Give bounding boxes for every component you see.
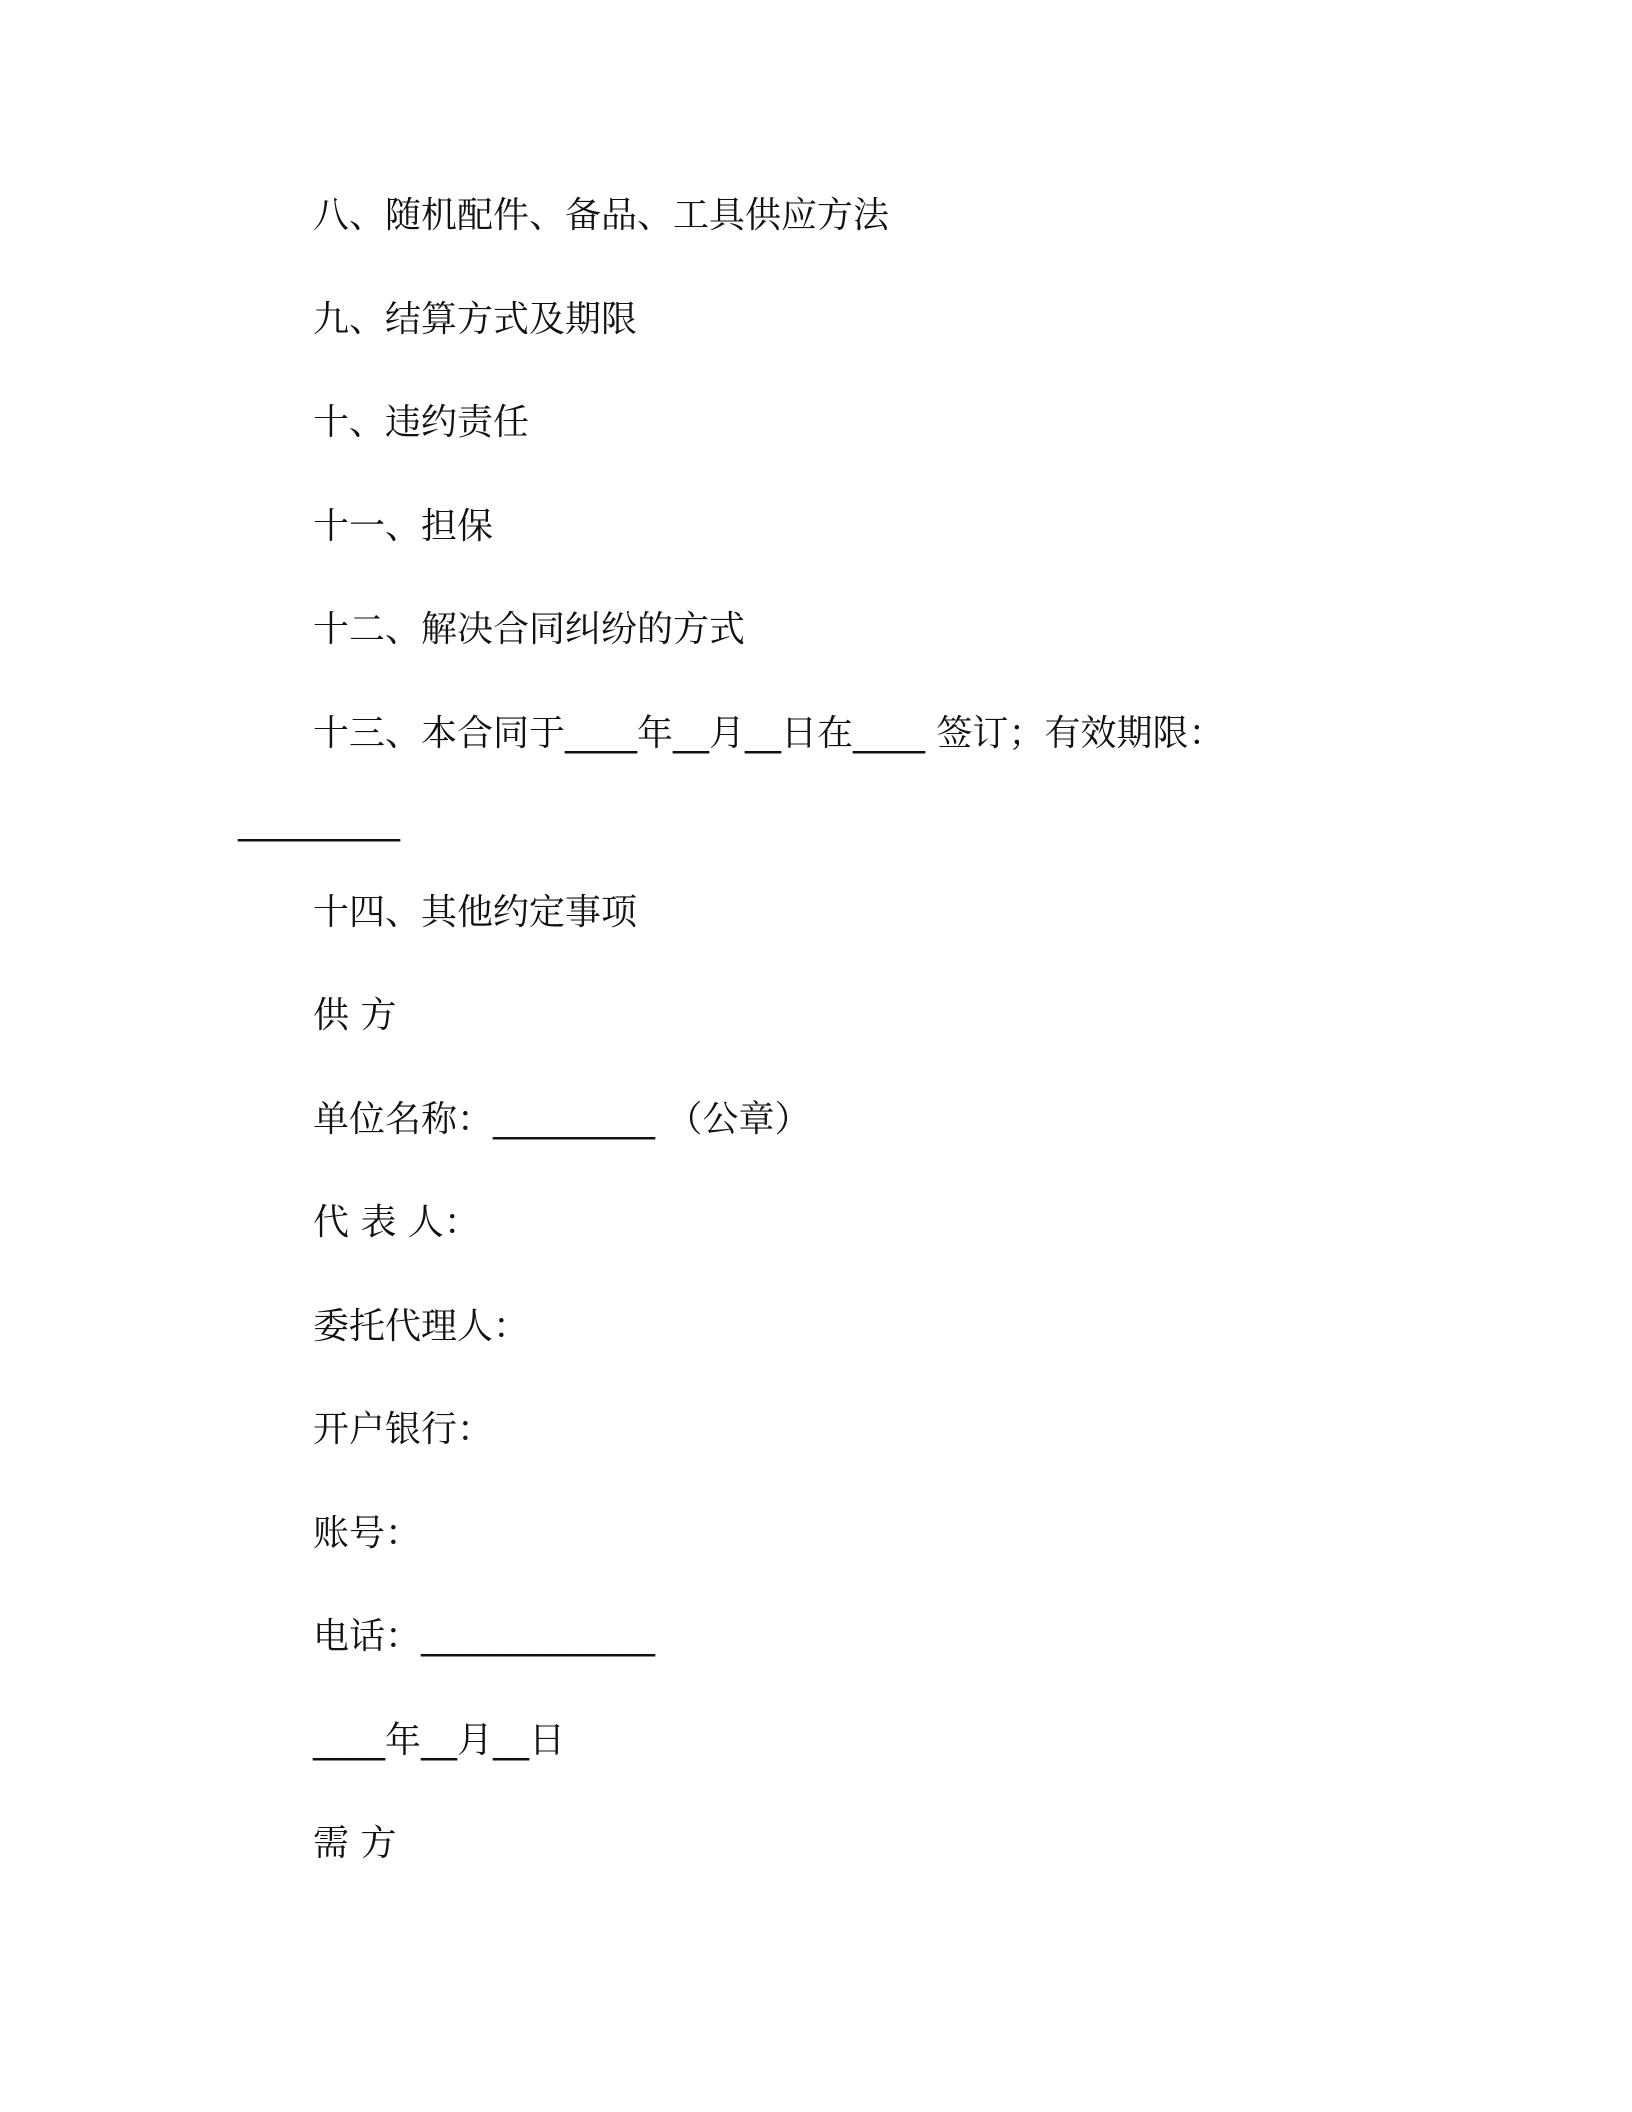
supplier-date: ____年__月__日 — [313, 1720, 566, 1761]
clause-13: 十三、本合同于____年__月__日在____ 签订；有效期限： — [313, 713, 1225, 754]
supplier-bank: 开户银行： — [313, 1409, 494, 1450]
supplier-account: 账号： — [313, 1513, 422, 1554]
validity-period-blank: _________ — [238, 801, 400, 842]
clause-12: 十二、解决合同纠纷的方式 — [313, 609, 746, 650]
supplier-heading: 供 方 — [313, 995, 397, 1036]
supplier-agent: 委托代理人： — [313, 1306, 530, 1347]
clause-11: 十一、担保 — [313, 506, 494, 547]
clause-8: 八、随机配件、备品、工具供应方法 — [313, 195, 890, 236]
clause-10: 十、违约责任 — [313, 402, 530, 443]
clause-14: 十四、其他约定事项 — [313, 892, 638, 933]
clause-9: 九、结算方式及期限 — [313, 299, 638, 340]
supplier-phone: 电话：_____________ — [313, 1616, 656, 1657]
supplier-representative: 代 表 人： — [313, 1202, 480, 1243]
buyer-heading: 需 方 — [313, 1823, 397, 1864]
supplier-unit-name: 单位名称：_________ （公章） — [313, 1099, 811, 1140]
